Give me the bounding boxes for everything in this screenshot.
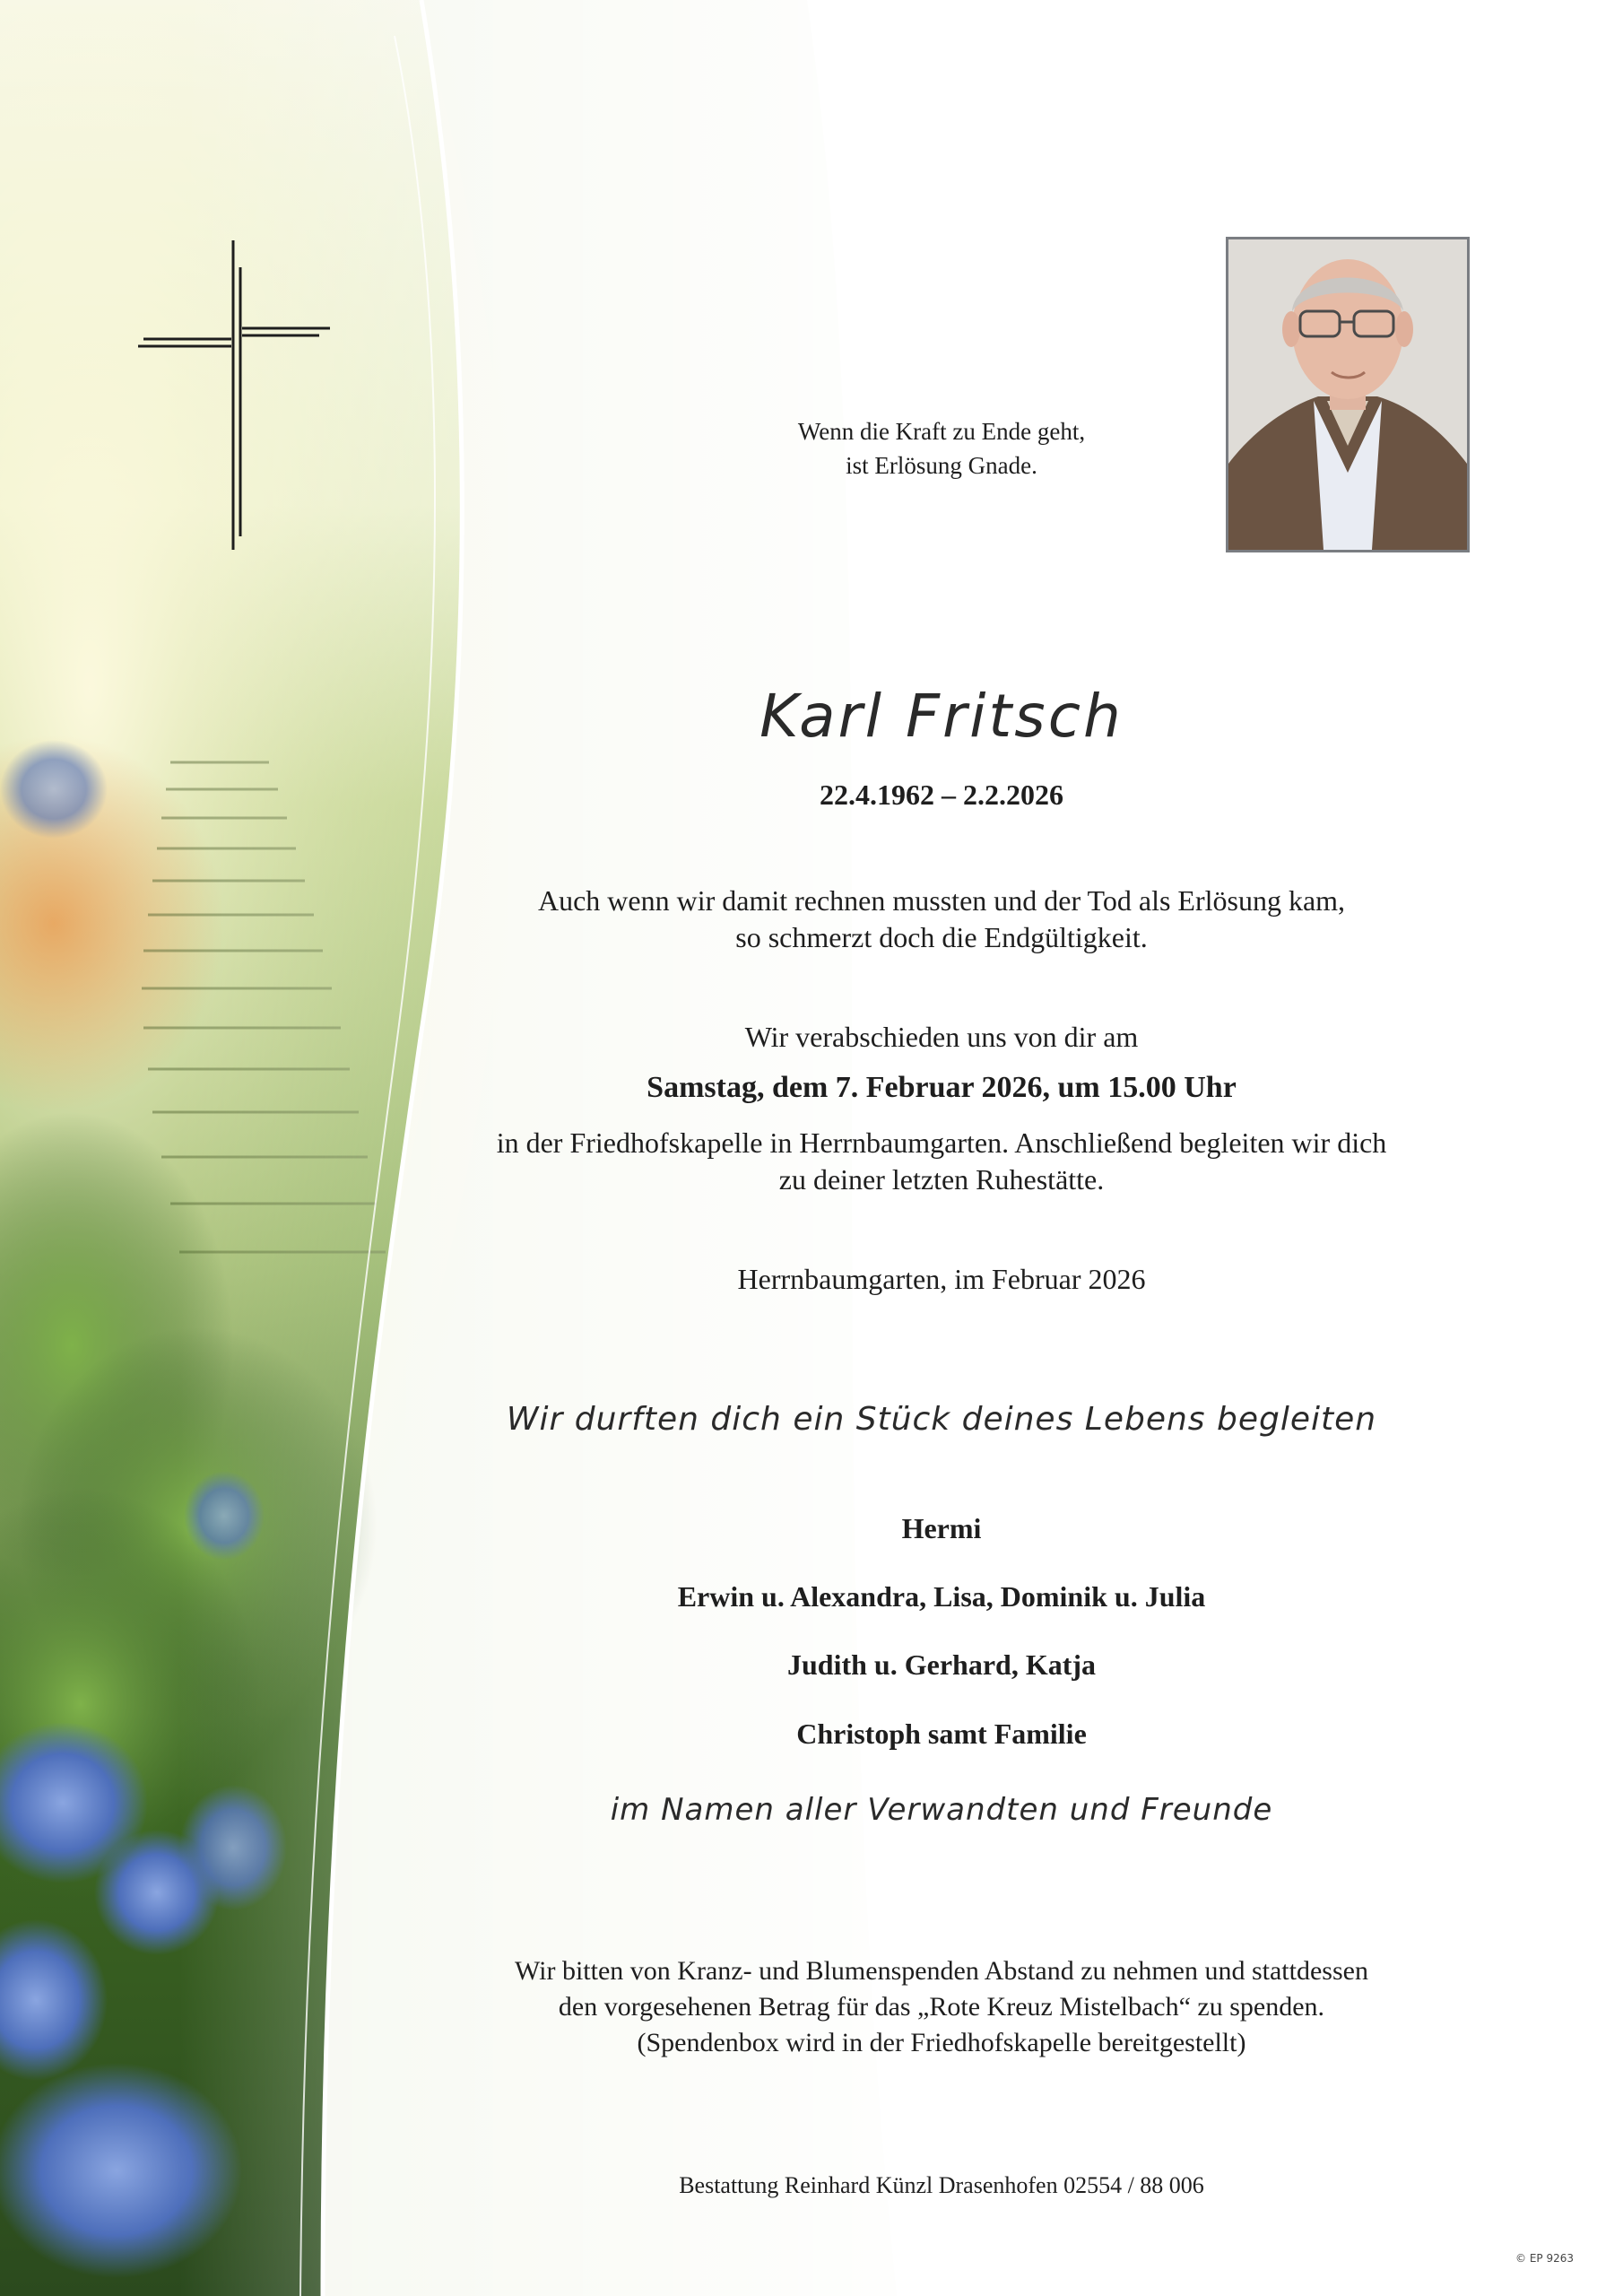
paragraph-line: Auch wenn wir damit rechnen mussten und der Tod als Erlösung kam, xyxy=(537,884,1346,917)
ceremony-datetime: Samstag, dem 7. Februar 2026, um 15.00 Uhr xyxy=(647,1071,1237,1104)
place-date: Herrnbaumgarten, im Februar 2026 xyxy=(737,1263,1146,1295)
opening-quote xyxy=(386,414,1497,483)
ceremony-location xyxy=(386,1125,1497,1198)
paragraph-line: in der Friedhofskapelle in Herrnbaumgarten. Anschließend begleiten wir dich xyxy=(496,1126,1387,1159)
deceased-name: Karl Fritsch xyxy=(759,682,1124,751)
portrait-photo xyxy=(1226,237,1470,552)
paragraph-line: (Spendenbox wird in der Friedhofskapelle bereitgestellt) xyxy=(637,2028,1246,2057)
mourner-name: Christoph samt Familie xyxy=(796,1718,1087,1750)
farewell-intro: Wir verabschieden uns von dir am xyxy=(744,1021,1139,1053)
funeral-home: Bestattung Reinhard Künzl Drasenhofen 02554 / 88 006 xyxy=(679,2172,1204,2198)
quote-line: Wenn die Kraft zu Ende geht, xyxy=(797,418,1086,445)
mourners-intro: Wir durften dich ein Stück deines Lebens begleiten xyxy=(506,1401,1377,1438)
life-dates: 22.4.1962 – 2.2.2026 xyxy=(820,778,1063,811)
paragraph-line: Wir bitten von Kranz- und Blumenspenden Abstand zu nehmen und stattdessen xyxy=(515,1956,1368,1986)
mourners-closing: im Namen aller Verwandten und Freunde xyxy=(610,1792,1273,1828)
mourner-name: Hermi xyxy=(901,1512,982,1544)
paragraph-line: so schmerzt doch die Endgültigkeit. xyxy=(735,921,1148,953)
donation-request xyxy=(386,1953,1497,2061)
paragraph-line: zu deiner letzten Ruhestätte. xyxy=(778,1163,1105,1196)
cross-icon xyxy=(135,240,332,554)
mourner-name: Judith u. Gerhard, Katja xyxy=(786,1648,1097,1681)
mourner-name: Erwin u. Alexandra, Lisa, Dominik u. Julia xyxy=(677,1580,1206,1613)
quote-line: ist Erlösung Gnade. xyxy=(846,452,1037,479)
paragraph-line: den vorgesehenen Betrag für das „Rote Kreuz Mistelbach“ zu spenden. xyxy=(558,1992,1325,2022)
condolence-paragraph xyxy=(386,883,1497,956)
print-code: © EP 9263 xyxy=(1515,2252,1574,2265)
